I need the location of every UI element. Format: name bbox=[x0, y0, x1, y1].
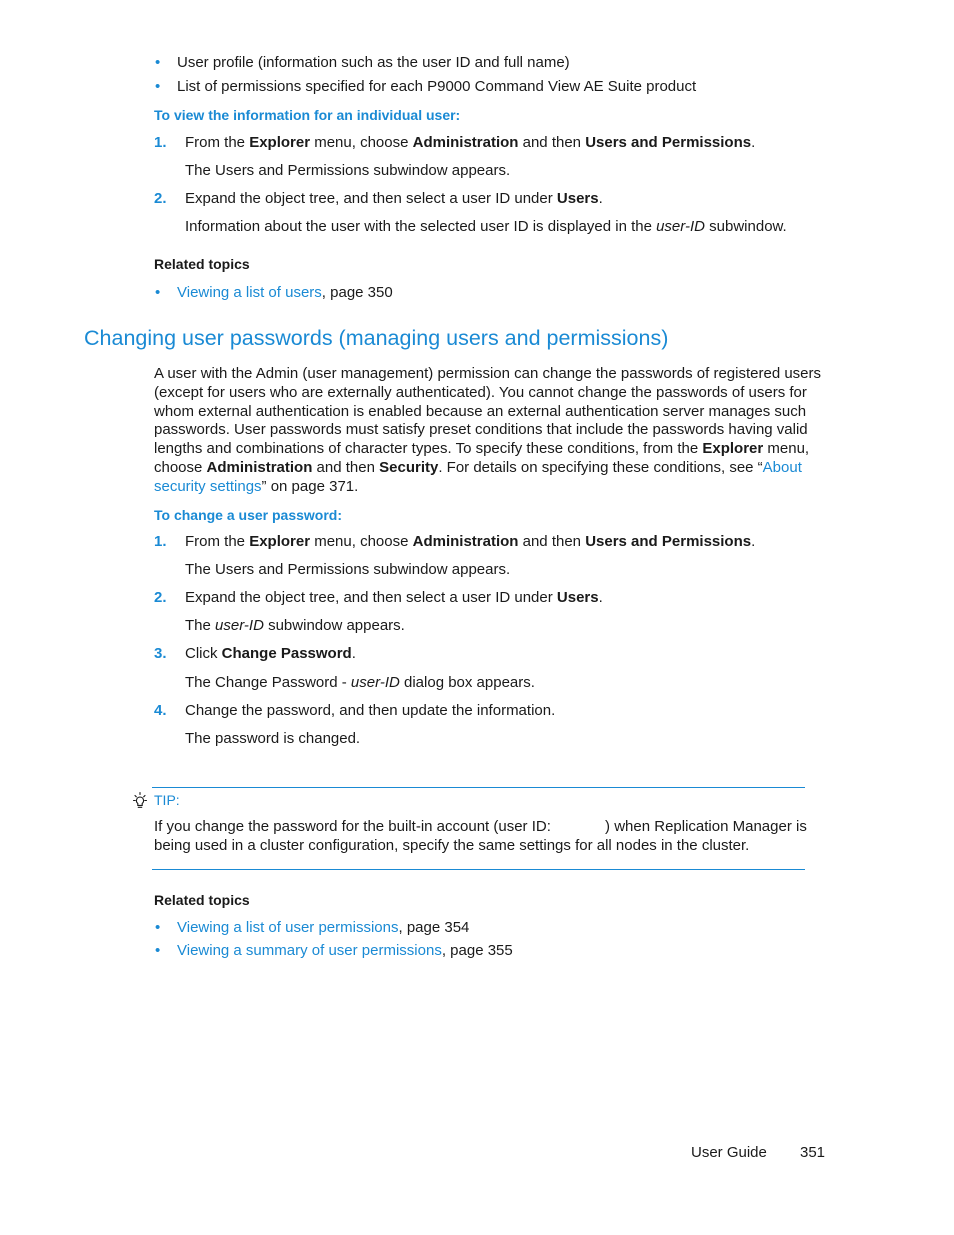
tip-label: TIP: bbox=[154, 792, 180, 808]
step-number: 2. bbox=[154, 589, 167, 606]
related-item: Viewing a list of users, page 350 bbox=[177, 284, 393, 301]
related-link[interactable]: Viewing a summary of user permissions bbox=[177, 942, 442, 959]
related-link[interactable]: Viewing a list of user permissions bbox=[177, 919, 399, 936]
footer-page-number: 351 bbox=[800, 1144, 826, 1161]
step-number: 4. bbox=[154, 702, 167, 719]
lightbulb-icon bbox=[131, 791, 149, 811]
intro-bullet-1: User profile (information such as the user ID and full name) bbox=[177, 54, 570, 71]
related-item: Viewing a summary of user permissions, page 355 bbox=[177, 942, 513, 959]
about-security-settings-link[interactable]: About security settings bbox=[154, 458, 802, 495]
bullet-dot: • bbox=[155, 942, 161, 959]
bullet-dot: • bbox=[155, 919, 161, 936]
step-result: The Users and Permissions subwindow appears. bbox=[185, 561, 511, 578]
footer-guide-title: User Guide bbox=[691, 1144, 767, 1161]
step-result: The Users and Permissions subwindow appears. bbox=[185, 162, 511, 179]
related-topics-title: Related topics bbox=[154, 892, 250, 908]
step-text: Expand the object tree, and then select a user ID under Users. bbox=[185, 190, 603, 207]
related-item: Viewing a list of user permissions, page 354 bbox=[177, 919, 470, 936]
step-text: Click Change Password. bbox=[185, 645, 356, 662]
step-result: The Change Password - user-ID dialog box appears. bbox=[185, 674, 535, 691]
section-paragraph: A user with the Admin (user management) permission can change the passwords of registered users (except for users who are externally authenticated). You cannot change the passwords of users for whom external authentication is enabled because an external authentication server manages such passwords. User passwords must satisfy preset conditions that include the passwords having valid lengths and combinations of character types. To specify these conditions, from the Explorer menu, choose Administration and then Security. For details on specifying these conditions, see “About security settings” on page 371. bbox=[154, 365, 822, 495]
step-text: Expand the object tree, and then select a user ID under Users. bbox=[185, 589, 603, 606]
tip-text: If you change the password for the built-in account (user ID: ) when Replication Manager is being used in a cluster configuration, specify the same settings for all nodes in the cluster. bbox=[154, 818, 811, 854]
step-number: 1. bbox=[154, 134, 167, 151]
step-result: Information about the user with the selected user ID is displayed in the user-ID subwindow. bbox=[185, 218, 787, 235]
step-result: The password is changed. bbox=[185, 730, 361, 747]
procedure-title-view: To view the information for an individual user: bbox=[154, 107, 461, 123]
bullet-dot: • bbox=[155, 78, 161, 95]
step-number: 1. bbox=[154, 533, 167, 550]
tip-bottom-rule bbox=[152, 869, 805, 870]
step-number: 2. bbox=[154, 190, 167, 207]
section-heading: Changing user passwords (managing users and permissions) bbox=[84, 326, 669, 350]
procedure-title-change: To change a user password: bbox=[154, 507, 343, 523]
related-link[interactable]: Viewing a list of users bbox=[177, 284, 322, 301]
intro-bullet-2: List of permissions specified for each P9000 Command View AE Suite product bbox=[177, 78, 697, 95]
step-text: From the Explorer menu, choose Administration and then Users and Permissions. bbox=[185, 533, 756, 550]
step-text: Change the password, and then update the information. bbox=[185, 702, 556, 719]
bullet-dot: • bbox=[155, 284, 161, 301]
related-topics-title: Related topics bbox=[154, 256, 250, 272]
step-result: The user-ID subwindow appears. bbox=[185, 617, 405, 634]
tip-top-rule bbox=[152, 787, 805, 788]
bullet-dot: • bbox=[155, 54, 161, 71]
step-number: 3. bbox=[154, 645, 167, 662]
step-text: From the Explorer menu, choose Administration and then Users and Permissions. bbox=[185, 134, 756, 151]
